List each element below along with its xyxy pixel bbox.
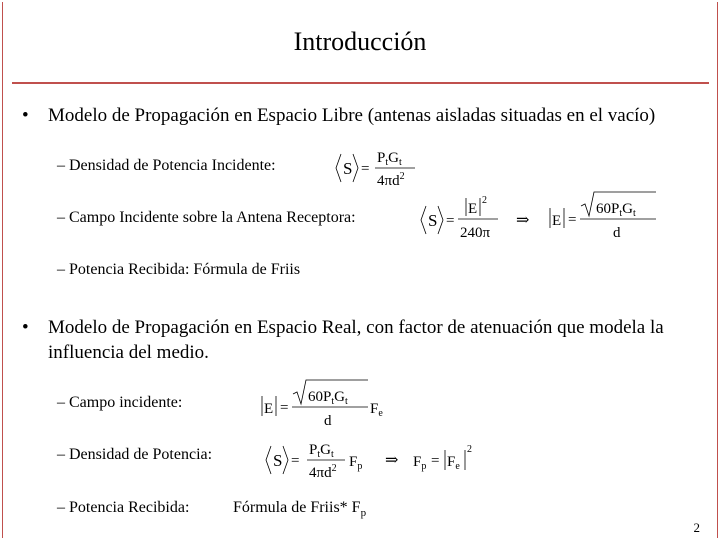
denominator: 240π <box>460 225 491 241</box>
subitem-received-power-real <box>57 498 189 518</box>
sub-marker: – <box>57 157 65 174</box>
bullet-text-line1: Modelo de Propagación en Espacio Real, con factor de atenuación que modela la <box>48 317 664 338</box>
lhs-s: S <box>343 159 353 178</box>
lhs-s: S <box>273 451 283 470</box>
sub-text: Campo Incidente sobre la Antena Receptora: <box>69 209 356 226</box>
sub-text: Densidad de Potencia Incidente: <box>69 157 276 174</box>
friis-fp-text: Fórmula de Friis* F <box>233 499 361 516</box>
equals-sign: = <box>361 161 370 177</box>
equals-sign: = <box>280 400 289 416</box>
angle-bracket-left <box>266 446 271 474</box>
sub-marker: – <box>57 209 65 226</box>
subitem-power-density-real <box>57 445 212 465</box>
friis-fp-result <box>233 498 366 519</box>
subitem-received-power <box>57 260 300 280</box>
subitem-incident-field-real <box>57 393 182 413</box>
sub-text: Potencia Recibida: Fórmula de Friis <box>69 261 301 278</box>
friis-fp-subscript: p <box>360 507 367 519</box>
page-number: 2 <box>693 520 700 535</box>
implies-arrow: ⇒ <box>385 452 399 469</box>
sub-marker: – <box>57 446 65 463</box>
denominator: d <box>324 413 332 429</box>
angle-bracket-right <box>353 154 358 182</box>
radicand: $60P_tG_t$ <box>308 389 348 407</box>
rhs-exp: 2 <box>467 444 472 455</box>
numerator-exp: 2 <box>482 195 487 206</box>
sub-marker: – <box>57 499 65 516</box>
angle-bracket-left <box>336 154 341 182</box>
lhs-s: S <box>428 211 438 230</box>
numerator: $P_tG_t$ <box>309 442 334 460</box>
subitem-incident-field <box>57 208 356 228</box>
implies-arrow: ⇒ <box>516 212 530 229</box>
sub-text: Potencia Recibida: <box>69 499 190 516</box>
attenuation-factor: $F_e$ <box>370 401 383 419</box>
equals-sign: = <box>568 212 577 228</box>
formula-power-density-real-svg <box>263 434 478 484</box>
angle-bracket-left <box>421 206 426 234</box>
angle-bracket-right <box>438 206 443 234</box>
formula-power-density-real <box>263 434 478 489</box>
numerator-e: E <box>468 201 478 217</box>
denominator: $4\pi d^2$ <box>309 463 337 481</box>
rhs-fp: $F_p$ <box>413 454 427 472</box>
bullet-text: Modelo de Propagación en Espacio Libre (antenas aisladas situadas en el vacío) <box>48 105 656 126</box>
rhs-denominator: d <box>613 225 621 241</box>
formula-incident-field-real-svg <box>258 376 388 432</box>
rhs-fe: $F_e$ <box>447 454 460 472</box>
formula-incident-field <box>418 190 663 251</box>
sub-marker: – <box>57 261 65 278</box>
angle-bracket-right <box>283 446 288 474</box>
sub-text: Campo incidente: <box>69 394 183 411</box>
denominator: $4\pi d^2$ <box>377 171 405 189</box>
formula-power-density-svg <box>333 144 423 192</box>
radicand: $60P_tG_t$ <box>596 201 636 219</box>
equals-sign: = <box>291 453 300 469</box>
subitem-power-density <box>57 156 276 176</box>
bullet-real-space <box>22 315 712 367</box>
rhs-e: E <box>552 213 562 229</box>
title-divider <box>12 82 709 84</box>
bullet-marker: • <box>22 317 29 338</box>
numerator: $P_tG_t$ <box>377 150 402 168</box>
slide-title: Introducción <box>293 27 427 56</box>
bullet-text-line2: influencia del medio. <box>48 342 209 363</box>
sub-text: Densidad de Potencia: <box>69 446 213 463</box>
formula-incident-field-real <box>258 376 388 437</box>
formula-power-density <box>333 144 423 197</box>
equals-sign: = <box>431 453 440 469</box>
formula-incident-field-svg <box>418 190 663 246</box>
equals-sign: = <box>446 213 455 229</box>
factor-fp: $F_p$ <box>349 454 363 472</box>
lhs-e: E <box>264 401 274 417</box>
sub-marker: – <box>57 394 65 411</box>
bullet-marker: • <box>22 105 29 126</box>
